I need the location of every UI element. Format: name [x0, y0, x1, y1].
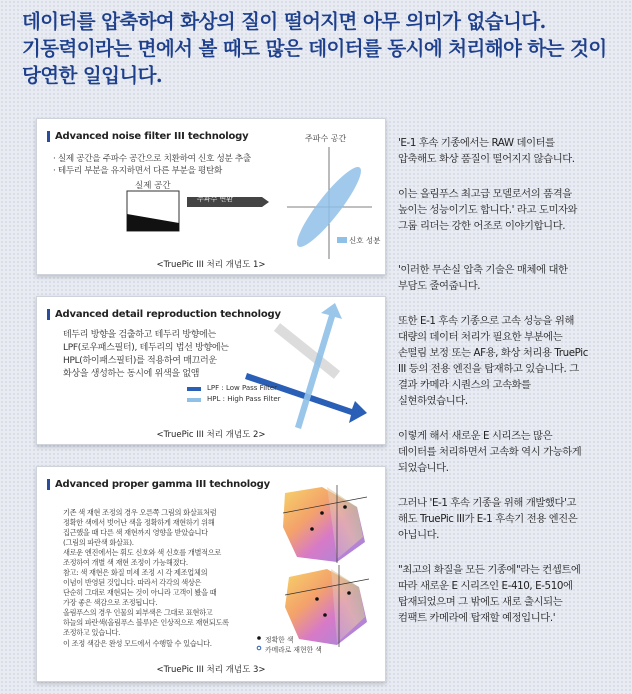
- freq-space-label: 주파수 공간: [305, 134, 347, 143]
- paragraph-line: III 등의 전용 엔진을 탑재하고 있습니다. 그: [398, 363, 579, 375]
- paragraph-line: 아닙니다.: [398, 529, 440, 541]
- panel-2-text-4: 화상을 생성하는 동시에 위색을 없앰: [63, 369, 200, 379]
- paragraph-line: 컴팩트 카메라에 탑재할 예정입니다.': [398, 612, 556, 624]
- paragraph-4: [398, 313, 623, 409]
- legend-hpl: HPL : High Pass Filter: [207, 395, 281, 403]
- headline-line-2: 기동력이라는 면에서 볼 때도 많은 데이터를 동시에 처리해야 하는 것이: [22, 37, 607, 60]
- headline-line-3: 당연한 일입니다.: [22, 64, 163, 87]
- paragraph-line: 대량의 데이터 처리가 필요한 부분에는: [398, 331, 563, 343]
- panel-2-text-3: HPL(하이패스필터)를 적용하여 매끄러운: [63, 356, 217, 366]
- paragraph-line: 부담도 줄여줍니다.: [398, 280, 481, 292]
- real-space-label: 실제 공간: [135, 181, 171, 191]
- panel-3-line: 가장 좋은 색감으로 조정됩니다.: [63, 598, 158, 607]
- paragraph-line: 데이터를 처리하면서 고속화 역시 가능하게: [398, 446, 582, 458]
- signal-component-label: 신호 성분: [349, 236, 381, 245]
- paragraph-line: 그러나 'E-1 후속 기종을 위해 개발했다'고: [398, 497, 577, 509]
- panel-3-line: 기존 색 재현 조정의 경우 오른쪽 그림의 화살표처럼: [63, 508, 217, 517]
- headline: [22, 8, 622, 89]
- paragraph-line: 손떨림 보정 또는 AF용, 화상 처리용 TruePic: [398, 347, 588, 359]
- legend-exact-color: 정확한 색: [265, 636, 294, 644]
- panel-3-line: 올림푸스의 경우 인물의 피부색은 그대로 표현하고: [63, 608, 213, 617]
- panel-3-line: 정확한 색에서 벗어난 색을 정확하게 재현하기 위해: [63, 518, 215, 527]
- panel-2-title: Advanced detail reproduction technology: [47, 309, 281, 320]
- diagram-panel-1: [36, 118, 386, 275]
- paragraph-1: [398, 135, 623, 167]
- panel-3-caption: <TruePic III 처리 개념도 3>: [156, 665, 266, 675]
- paragraph-3: [398, 262, 623, 294]
- paragraph-line: 높이는 성능이기도 합니다.' 라고 도미자와: [398, 204, 578, 216]
- paragraph-line: 따라 새로운 E 시리즈인 E-410, E-510에: [398, 580, 573, 592]
- panel-3-line: 새로운 엔진에서는 휘도 신호와 색 신호를 개별적으로: [63, 548, 222, 557]
- paragraph-5: [398, 428, 623, 476]
- paragraph-6: [398, 495, 623, 543]
- paragraph-line: 해도 TruePic III가 E-1 후속기 전용 엔진은: [398, 513, 578, 525]
- paragraph-line: 되었습니다.: [398, 462, 449, 474]
- paragraph-line: 'E-1 후속 기종에서는 RAW 데이터를: [398, 137, 555, 149]
- panel-1-bullet-1: · 실제 공간을 주파수 공간으로 치환하여 신호 성분 추출: [53, 154, 251, 164]
- paragraph-line: 압축해도 화상 품질이 떨어지지 않습니다.: [398, 153, 575, 165]
- panel-3-line: (그림의 파란색 화살표).: [63, 538, 134, 547]
- article-text: [398, 135, 623, 645]
- panel-2-text-2: LPF(로우패스필터), 테두리의 법선 방향에는: [63, 343, 229, 353]
- panel-3-line: 이념이 반영된 것입니다. 따라서 각각의 색상은: [63, 578, 202, 587]
- paragraph-line: 또한 E-1 후속 기종으로 고속 성능을 위해: [398, 315, 575, 327]
- paragraph-line: 이는 올림푸스 최고급 모델로서의 품격을: [398, 188, 572, 200]
- panel-3-line: 이 조정 색감은 완성 모드에서 수행할 수 있습니다.: [63, 639, 212, 648]
- paragraph-line: 탑재되었으며 그 밖에도 새로 출시되는: [398, 596, 563, 608]
- panel-3-line: 단순히 그대로 재현되는 것이 아니라 고객이 봤을 때: [63, 588, 217, 597]
- paragraph-line: 실현하였습니다.: [398, 395, 468, 407]
- paragraph-line: 그룹 리더는 강한 어조로 이야기합니다.: [398, 220, 566, 232]
- panel-3-line: 조정하고 있습니다.: [63, 628, 121, 637]
- paragraph-2: [398, 186, 623, 234]
- panel-3-line: 조정하여 개별 색 재현 조정이 가능해졌다.: [63, 558, 188, 567]
- paragraph-line: "최고의 화질을 모든 기종에"라는 컨셉트에: [398, 564, 581, 576]
- panel-1-bullet-2: · 테두리 부분을 유지하면서 다른 부분을 평탄화: [53, 166, 223, 176]
- panel-1-title: Advanced noise filter III technology: [47, 131, 248, 142]
- paragraph-7: [398, 562, 623, 626]
- panel-2-caption: <TruePic III 처리 개념도 2>: [156, 430, 266, 440]
- paragraph-line: '이러한 무손실 압축 기술은 매체에 대한: [398, 264, 568, 276]
- panel-3-line: 하늘의 파란색(올림푸스 블루)은 인상적으로 재현되도록: [63, 618, 229, 627]
- diagram-panel-3: [36, 466, 386, 682]
- paragraph-line: 이렇게 해서 새로운 E 시리즈는 많은: [398, 430, 553, 442]
- gamma-diagram: [37, 467, 385, 681]
- panel-3-line: 참고: 색 재현은 화질 미세 조정 시 각 제조업체의: [63, 568, 208, 577]
- panel-3-title: Advanced proper gamma III technology: [47, 479, 270, 490]
- panel-3-line: 집근했을 때 다른 색 재현까지 영향을 받았습니다: [63, 528, 208, 537]
- freq-transform-arrow-label: 주파수 변환: [197, 195, 234, 203]
- detail-reproduction-diagram: [37, 297, 385, 444]
- diagram-panel-2: [36, 296, 386, 445]
- legend-lpf: LPF : Low Pass Filter: [207, 384, 278, 392]
- headline-line-1: 데이터를 압축하여 화상의 질이 떨어지면 아무 의미가 없습니다.: [22, 10, 546, 33]
- panel-2-text-1: 테두리 방향을 검출하고 테두리 방향에는: [63, 330, 216, 340]
- legend-camera-color: 카메라로 재현한 색: [265, 646, 322, 654]
- paragraph-line: 결과 카메라 시퀀스의 고속화를: [398, 379, 531, 391]
- panel-1-caption: <TruePic III 처리 개념도 1>: [156, 260, 266, 270]
